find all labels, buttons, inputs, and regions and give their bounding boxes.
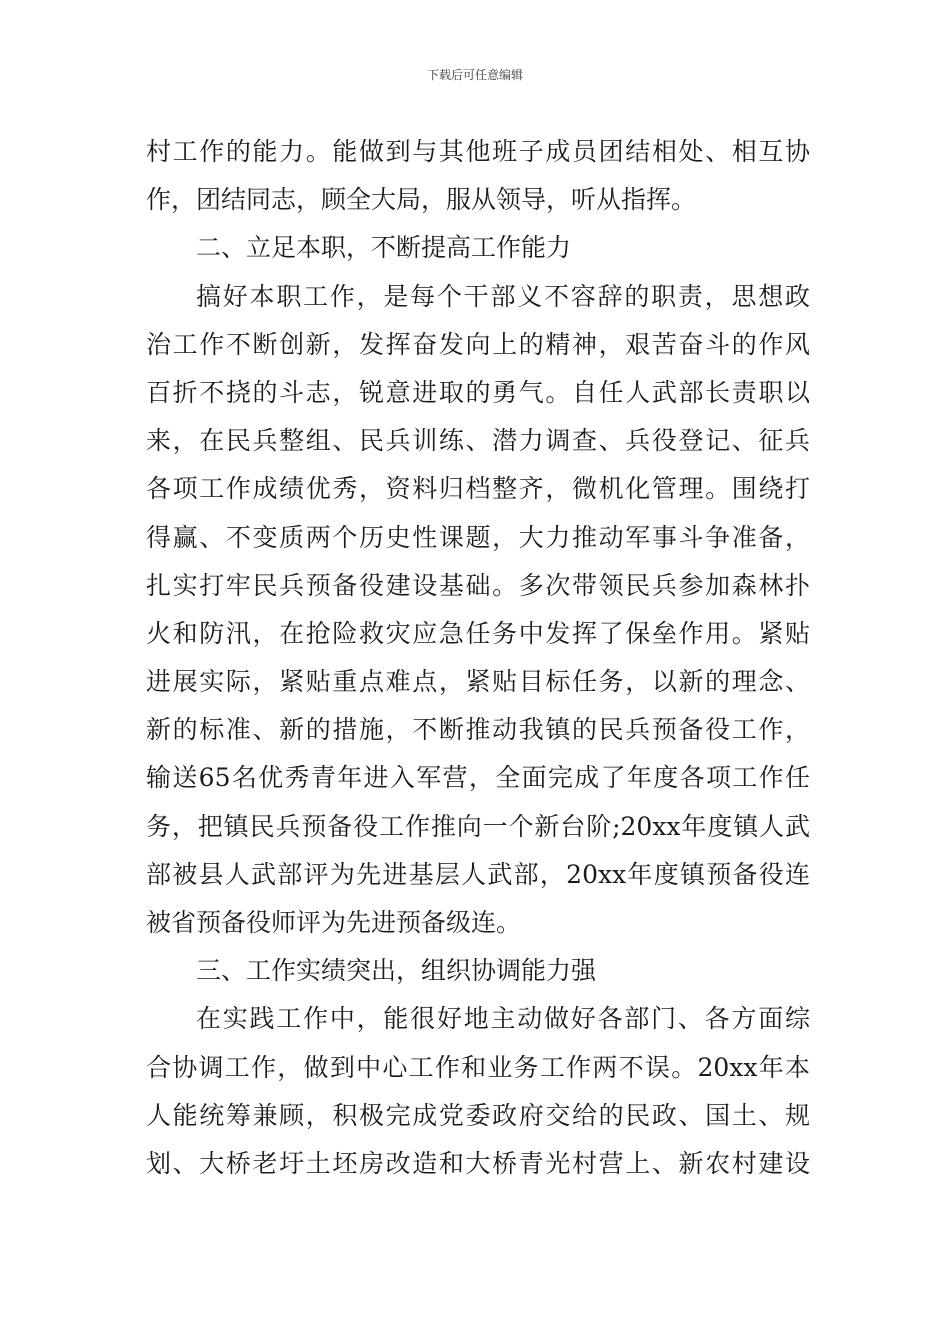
text-line: 在实践工作中，能很好地主动做好各部门、各方面综 <box>196 1004 810 1034</box>
text-line: 新的标准、新的措施，不断推动我镇的民兵预备役工作， <box>146 715 810 745</box>
header-note: 下载后可任意编辑 <box>426 68 523 82</box>
text-line: 务，把镇民兵预备役工作推向一个新台阶;20xx年度镇人武 <box>146 811 810 841</box>
body-text <box>146 128 810 1188</box>
text-line: 被省预备役师评为先进预备级连。 <box>146 908 522 937</box>
text-line: 百折不挠的斗志，锐意进取的勇气。自任人武部长责职以 <box>146 377 810 407</box>
text-line: 村工作的能力。能做到与其他班子成员团结相处、相互协 <box>146 137 810 166</box>
text-line: 进展实际，紧贴重点难点，紧贴目标任务，以新的理念、 <box>146 667 810 697</box>
text-line: 作，团结同志，顾全大局，服从领导，听从指挥。 <box>146 185 697 215</box>
text-line: 治工作不断创新，发挥奋发向上的精神，艰苦奋斗的作风 <box>146 329 810 359</box>
section-heading: 二、立足本职，不断提高工作能力 <box>196 233 572 263</box>
text-line: 部被县人武部评为先进基层人武部，20xx年度镇预备役连 <box>146 859 810 889</box>
text-line: 来，在民兵整组、民兵训练、潜力调查、兵役登记、征兵 <box>146 426 810 456</box>
text-line: 各项工作成绩优秀，资料归档整齐，微机化管理。围绕打 <box>146 474 810 504</box>
text-line: 火和防汛，在抢险救灾应急任务中发挥了保垒作用。紧贴 <box>146 618 810 648</box>
section-heading: 三、工作实绩突出，组织协调能力强 <box>196 956 597 986</box>
text-line: 合协调工作，做到中心工作和业务工作两不误。20xx年本 <box>146 1052 810 1082</box>
text-line: 扎实打牢民兵预备役建设基础。多次带领民兵参加森林扑 <box>146 570 810 600</box>
text-line: 得赢、不变质两个历史性课题，大力推动军事斗争准备， <box>146 522 810 552</box>
text-line: 输送65名优秀青年进入军营，全面完成了年度各项工作任 <box>146 763 810 793</box>
text-line: 划、大桥老圩土坯房改造和大桥青光村营上、新农村建设 <box>146 1148 810 1178</box>
text-line: 搞好本职工作，是每个干部义不容辞的职责，思想政 <box>196 281 810 311</box>
text-line: 人能统筹兼顾，积极完成党委政府交给的民政、国土、规 <box>146 1100 810 1130</box>
